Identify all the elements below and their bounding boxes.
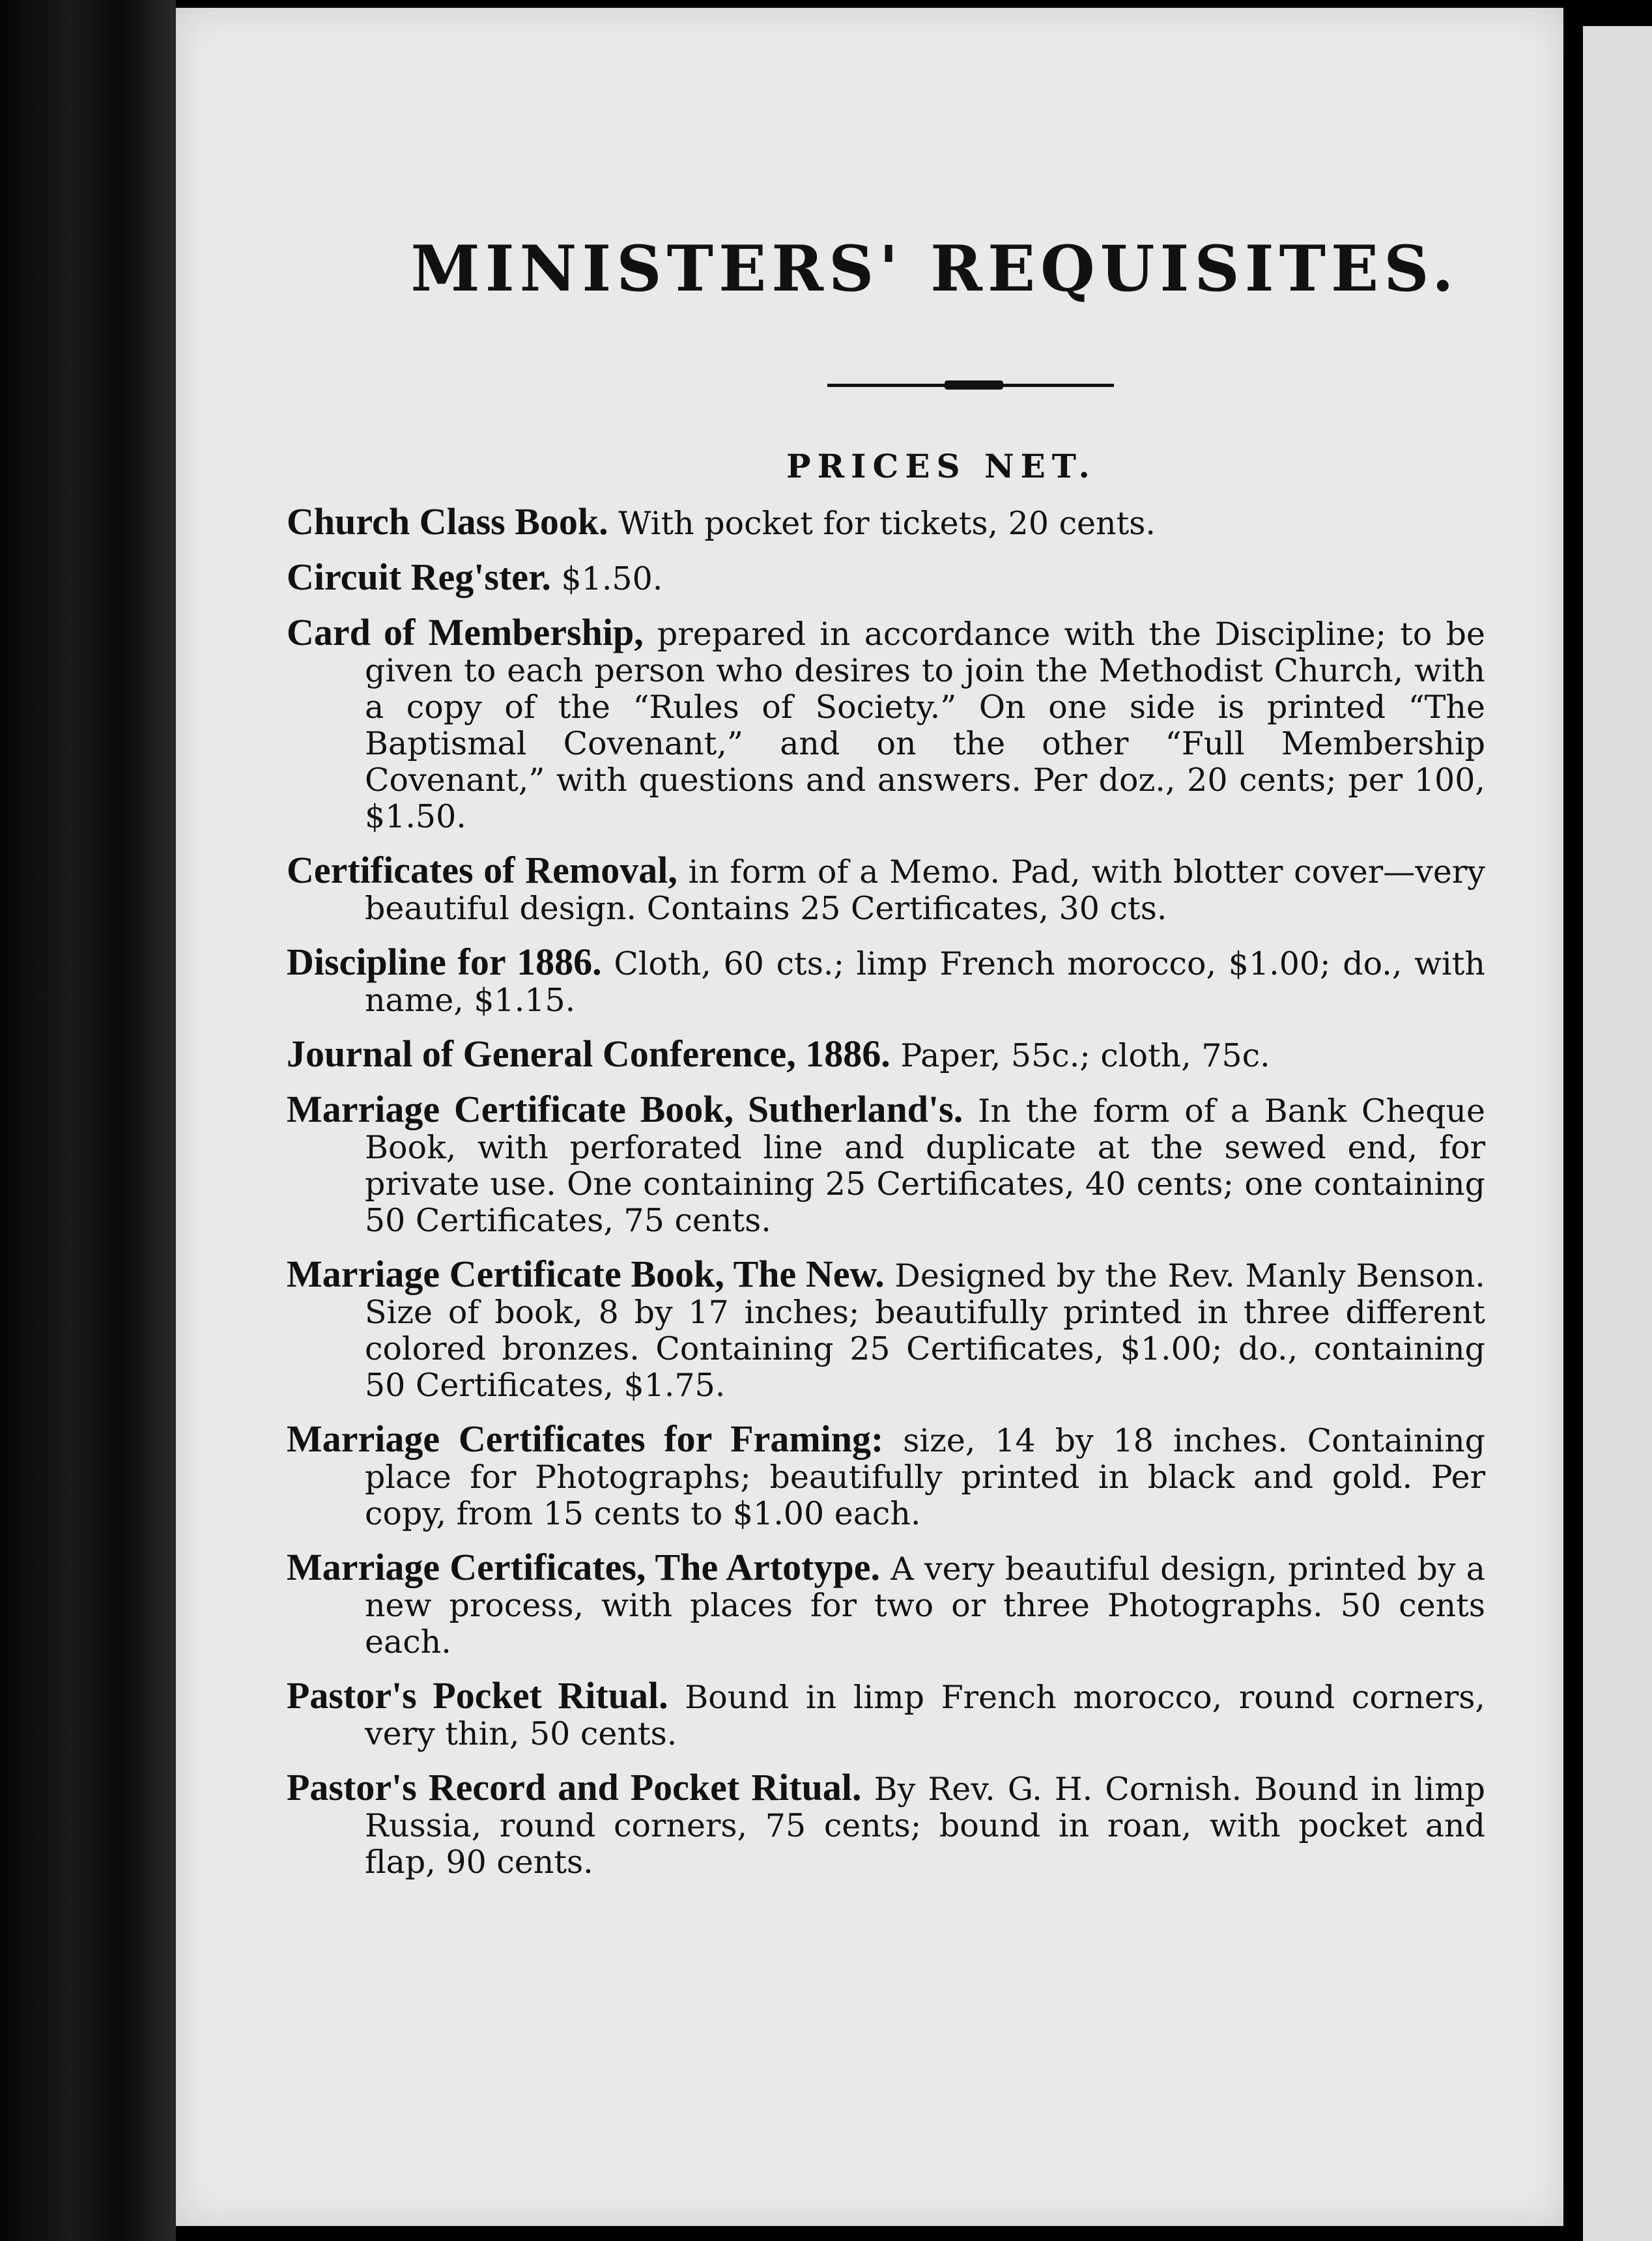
item-name: Journal of General Conference, 1886. [287,1032,890,1075]
item-name: Certificates of Removal, [287,848,677,891]
item-description: size, 14 by 18 inches. Containing place for Photographs; beautifully printed in black and gold. Per copy, from 15 cents to $1.00 each. [365,1421,1485,1532]
item-description: Paper, 55c.; cloth, 75c. [900,1036,1270,1074]
list-item [287,610,1485,835]
item-description: In the form of a Bank Cheque Book, with perforated line and duplicate at the sewed end, for private use. One containing 25 Certificates, 40 cents; one containing 50 Certificates, 75 cents. [365,1092,1486,1239]
item-name: Pastor's Record and Pocket Ritual. [287,1765,862,1808]
price-list [287,500,1486,1881]
item-description: A very beautiful design, printed by a new process, with places for two or three Photographs. 50 cents each. [365,1550,1486,1661]
item-name: Marriage Certificates, The Artotype. [287,1545,880,1588]
list-item [287,1545,1486,1661]
item-name: Marriage Certificate Book, Sutherland's. [287,1087,963,1130]
item-name: Marriage Certificates for Framing: [287,1417,884,1460]
list-item [287,940,1485,1019]
list-item [287,1252,1486,1404]
rule-center-mark [945,380,1003,390]
list-item [287,1032,1485,1075]
list-item [287,1765,1485,1881]
book-spine-edge [0,0,176,2241]
item-description: $1.50. [561,560,663,597]
item-name: Card of Membership, [287,610,644,653]
item-description: By Rev. G. H. Cornish. Bound in limp Russia, round corners, 75 cents; bound in roan, with pocket and flap, 90 cents. [365,1770,1485,1881]
list-item [287,1674,1485,1752]
item-name: Church Class Book. [287,500,608,543]
list-item [287,500,1485,543]
item-description: Bound in limp French morocco, round corners, very thin, 50 cents. [365,1678,1485,1752]
page-subtitle: PRICES NET. [786,446,1096,485]
item-name: Circuit Reg'ster. [287,555,551,598]
item-description: With pocket for tickets, 20 cents. [618,504,1156,542]
item-description: in form of a Memo. Pad, with blotter cover—very beautiful design. Contains 25 Certificates, 30 cts. [365,853,1485,927]
list-item [287,1087,1486,1239]
list-item [287,848,1485,927]
adjacent-page-edge [1583,26,1652,2241]
page-content [287,232,1486,1898]
item-name: Pastor's Pocket Ritual. [287,1674,668,1717]
ornamental-rule [827,375,1114,395]
item-description: Designed by the Rev. Manly Benson. Size of book, 8 by 17 inches; beautifully printed in three different colored bronzes. Containing 25 Certificates, $1.00; do., containing 50 Certificates, $1.75. [365,1257,1486,1404]
item-name: Marriage Certificate Book, The New. [287,1252,885,1295]
item-description: prepared in accordance with the Discipline; to be given to each person who desires to join the Methodist Church, with a copy of the “Rules of Society.” On one side is printed “The Baptismal Covenant,” and on the other “Full Membership Covenant,” with questions and answers. Per doz., 20 cents; per 100, $1.50. [365,615,1485,835]
page-title: MINISTERS' REQUISITES. [410,232,1459,306]
list-item [287,1417,1485,1532]
item-description: Cloth, 60 cts.; limp French morocco, $1.00; do., with name, $1.15. [365,945,1485,1019]
list-item [287,555,1485,598]
item-name: Discipline for 1886. [287,940,602,983]
